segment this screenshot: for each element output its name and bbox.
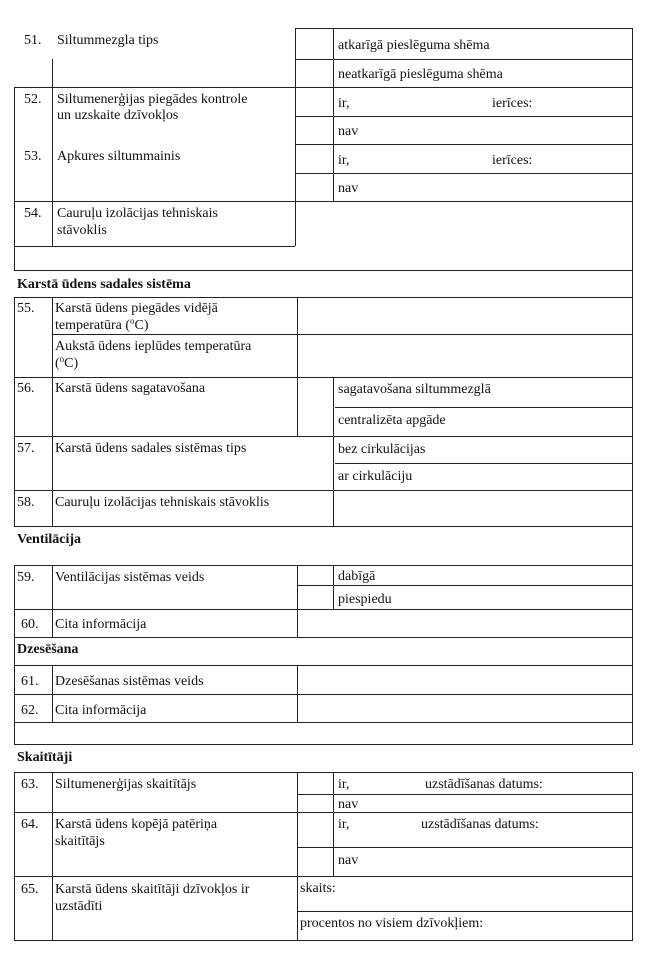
row-65-label-line-2: uzstādīti <box>55 899 103 914</box>
row-58-number: 58. <box>17 495 35 510</box>
rule <box>14 377 633 378</box>
row-52-option-devices: ierīces: <box>492 96 533 111</box>
section-title-meters: Skaitītāji <box>17 750 73 765</box>
row-52-option-no: nav <box>338 124 359 139</box>
row-57-label: Karstā ūdens sadales sistēmas tips <box>55 441 247 456</box>
rule <box>14 526 633 527</box>
row-65-option-percent: procentos no visiem dzīvokļiem: <box>300 916 484 931</box>
rule <box>297 665 298 722</box>
row-54-label-line-2: stāvoklis <box>57 223 107 238</box>
rule <box>335 463 633 464</box>
rule <box>52 665 53 722</box>
rule <box>297 585 633 586</box>
rule <box>14 722 633 723</box>
row-57-option-2: ar cirkulāciju <box>338 469 413 484</box>
rule <box>333 565 334 609</box>
row-59-label: Ventilācijas sistēmas veids <box>55 570 205 585</box>
row-55-label-line-4: ($^o$C) <box>55 354 79 371</box>
rule <box>14 490 633 491</box>
rule <box>335 407 633 408</box>
rule <box>14 812 633 813</box>
rule <box>295 28 296 246</box>
rule <box>14 201 633 202</box>
rule <box>52 297 53 490</box>
rule <box>14 876 633 877</box>
rule <box>333 772 334 876</box>
rule <box>52 334 633 335</box>
row-63-option-install-date: uzstādīšanas datums: <box>425 777 543 792</box>
row-64-option-install-date: uzstādīšanas datums: <box>421 817 539 832</box>
row-52-number: 52. <box>24 92 42 107</box>
row-63-number: 63. <box>21 777 39 792</box>
row-53-option-devices: ierīces: <box>492 153 533 168</box>
row-63-option-yes: ir, <box>338 777 350 792</box>
row-55-label-line-1: Karstā ūdens piegādes vidējā <box>55 301 218 316</box>
rule <box>14 270 633 271</box>
row-51-number: 51. <box>24 33 42 48</box>
rule <box>52 565 53 637</box>
rule <box>14 665 633 666</box>
rule <box>14 297 15 527</box>
rule <box>14 297 633 298</box>
row-59-option-1: dabīgā <box>338 569 376 584</box>
row-51-option-2: neatkarīgā pieslēguma shēma <box>338 67 503 82</box>
rule <box>632 772 633 940</box>
row-62-label: Cita informācija <box>55 703 147 718</box>
row-54-number: 54. <box>24 206 42 221</box>
rule <box>14 665 15 745</box>
row-55-label-line-2: temperatūra ($^o$C) <box>55 316 149 333</box>
rule <box>295 116 633 117</box>
row-64-number: 64. <box>21 817 39 832</box>
rule <box>14 940 633 941</box>
rule <box>295 28 633 29</box>
section-title-hot-water: Karstā ūdens sadales sistēma <box>17 277 191 292</box>
rule <box>14 772 15 940</box>
rule <box>14 87 15 271</box>
row-64-option-no: nav <box>338 853 359 868</box>
row-60-number: 60. <box>21 617 39 632</box>
row-56-option-2: centralizēta apgāde <box>338 413 446 428</box>
row-53-option-no: nav <box>338 181 359 196</box>
rule <box>295 173 633 174</box>
rule <box>14 744 633 745</box>
section-title-ventilation: Ventilācija <box>17 532 82 547</box>
rule <box>297 772 298 940</box>
rule <box>14 87 633 88</box>
row-59-option-2: piespiedu <box>338 592 392 607</box>
rule <box>632 28 633 272</box>
rule <box>14 246 295 247</box>
row-61-number: 61. <box>21 674 39 689</box>
row-60-label: Cita informācija <box>55 617 147 632</box>
row-56-label: Karstā ūdens sagatavošana <box>55 381 206 396</box>
rule <box>295 144 633 145</box>
row-53-number: 53. <box>24 149 42 164</box>
rule <box>14 609 633 610</box>
row-57-option-1: bez cirkulācijas <box>338 442 426 457</box>
rule <box>297 911 633 912</box>
rule <box>632 565 633 745</box>
row-65-number: 65. <box>21 882 39 897</box>
rule <box>333 377 334 526</box>
row-51-label: Siltummezgla tips <box>57 33 159 48</box>
row-53-option-yes: ir, <box>338 153 350 168</box>
row-65-label-line-1: Karstā ūdens skaitītāji dzīvokļos ir <box>55 882 250 897</box>
row-56-number: 56. <box>17 381 35 396</box>
row-64-label-line-2: skaitītājs <box>55 834 105 849</box>
section-title-cooling: Dzesēšana <box>17 642 79 657</box>
rule <box>14 772 633 773</box>
row-55-label-line-3: Aukstā ūdens ieplūdes temperatūra <box>55 339 252 354</box>
row-63-option-no: nav <box>338 797 359 812</box>
row-55-number: 55. <box>17 301 35 316</box>
rule <box>632 270 633 570</box>
rule <box>297 794 633 795</box>
row-51-option-1: atkarīgā pieslēguma shēma <box>338 38 490 53</box>
rule <box>297 297 298 436</box>
row-52-label-line-2: un uzskaite dzīvokļos <box>57 108 179 123</box>
row-61-label: Dzesēšanas sistēmas veids <box>55 674 204 689</box>
rule <box>333 28 334 201</box>
row-52-label-line-1: Siltumenerģijas piegādes kontrole <box>57 92 248 107</box>
row-53-label: Apkures siltummainis <box>57 149 181 164</box>
rule <box>52 772 53 940</box>
rule <box>52 490 53 526</box>
rule <box>52 59 53 246</box>
row-62-number: 62. <box>21 703 39 718</box>
row-64-label-line-1: Karstā ūdens kopējā patēriņa <box>55 817 218 832</box>
row-57-number: 57. <box>17 441 35 456</box>
rule <box>14 694 633 695</box>
rule <box>14 565 633 566</box>
row-63-label: Siltumenerģijas skaitītājs <box>55 777 197 792</box>
rule <box>14 436 633 437</box>
row-54-label-line-1: Cauruļu izolācijas tehniskais <box>57 206 218 221</box>
rule <box>297 565 298 637</box>
rule <box>297 847 633 848</box>
rule <box>295 59 633 60</box>
row-65-option-count: skaits: <box>300 881 336 896</box>
row-52-option-yes: ir, <box>338 96 350 111</box>
row-64-option-yes: ir, <box>338 817 350 832</box>
row-56-option-1: sagatavošana siltummezglā <box>338 382 491 397</box>
row-58-label: Cauruļu izolācijas tehniskais stāvoklis <box>55 495 270 510</box>
rule <box>14 637 633 638</box>
rule <box>14 565 15 666</box>
row-59-number: 59. <box>17 570 35 585</box>
